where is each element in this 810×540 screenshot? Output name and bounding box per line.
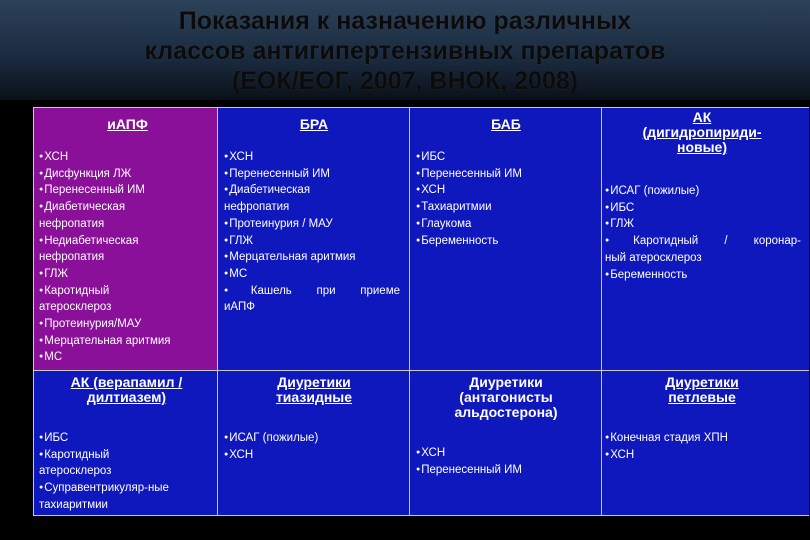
list-ak-dhp (605, 183, 801, 283)
header-line: тиазидные (275, 389, 353, 405)
list-iapf (39, 149, 215, 366)
list-item: ● Кашель при приеме (224, 283, 400, 300)
list-item: ● ГЛЖ (224, 233, 400, 250)
header-line: (антагонисты (459, 389, 553, 405)
header-ak-dhp (602, 110, 802, 155)
list-item-continuation: ный атеросклероз (605, 251, 702, 264)
list-item: ● ГЛЖ (605, 216, 801, 233)
header-line: дилтиазем) (86, 389, 167, 405)
list-aldosterone (416, 445, 594, 478)
cell-bab (410, 107, 602, 371)
list-item-continuation: нефропатия (224, 201, 290, 214)
header-thiazide (218, 375, 410, 405)
header-line: АК (692, 109, 712, 125)
list-item: ● Беременность (416, 233, 594, 250)
header-line: петлевые (668, 389, 736, 405)
list-item: ● ХСН (605, 447, 801, 464)
header-line: альдостерона) (454, 404, 558, 420)
cell-bra (218, 107, 410, 371)
list-item: ● ИБС (39, 430, 215, 447)
header-bra: БРА (299, 116, 329, 132)
list-item: ● МС (39, 349, 215, 366)
cell-aldosterone (410, 371, 602, 516)
list-item: ● ХСН (224, 149, 400, 166)
list-item-continuation: иАПФ (224, 301, 255, 314)
list-item: ● ГЛЖ (39, 266, 215, 283)
list-item: ● Беременность (605, 267, 801, 284)
list-bra (224, 149, 400, 316)
cell-loop (602, 371, 809, 516)
header-line: новые) (676, 139, 728, 155)
list-item: ● МС (224, 266, 400, 283)
cell-iapf (33, 107, 218, 371)
list-item: ● Каротидный / коронар- (605, 233, 801, 250)
list-item: ● Мерцательная аритмия (39, 333, 215, 350)
header-loop (602, 375, 802, 405)
list-item: ● Диабетическая (224, 182, 400, 199)
indications-table (33, 107, 809, 516)
list-item: ● ИБС (416, 149, 594, 166)
list-item: ● Протеинурия/МАУ (39, 316, 215, 333)
header-iapf: иАПФ (107, 116, 148, 132)
list-item: ● Конечная стадия ХПН (605, 430, 801, 447)
list-item: ● ИБС (605, 200, 801, 217)
list-bab (416, 149, 594, 249)
list-ak-verapamil (39, 430, 215, 514)
list-thiazide (224, 430, 400, 463)
list-item-continuation: нефропатия (39, 217, 105, 230)
list-item: ● Перенесенный ИМ (224, 166, 400, 183)
list-item: ● ХСН (224, 447, 400, 464)
list-item: ● Суправентрикуляр-ные (39, 480, 215, 497)
list-item: ● Перенесенный ИМ (39, 182, 215, 199)
list-item: ● Диабетическая (39, 199, 215, 216)
header-ak-verapamil (34, 375, 218, 405)
header-aldosterone (410, 375, 602, 420)
list-item: ● ИСАГ (пожилые) (224, 430, 400, 447)
header-line: Диуретики (277, 374, 351, 390)
list-item: ● Тахиаритмии (416, 199, 594, 216)
header-line: АК (верапамил / (70, 374, 183, 390)
list-item: ● Глаукома (416, 216, 594, 233)
header-bab: БАБ (491, 116, 521, 132)
list-item-continuation: тахиаритмии (39, 498, 108, 511)
title-line-2: классов антигипертензивных препаратов (144, 37, 666, 65)
list-item-continuation: атеросклероз (39, 301, 112, 314)
slide-title (0, 6, 810, 96)
cell-ak-verapamil (33, 371, 218, 516)
list-item: ● Перенесенный ИМ (416, 166, 594, 183)
cell-thiazide (218, 371, 410, 516)
list-loop (605, 430, 801, 463)
title-line-3: (ЕОК/ЕОГ, 2007, ВНОК, 2008) (231, 67, 579, 95)
list-item-continuation: нефропатия (39, 251, 105, 264)
header-line: Диуретики (665, 374, 739, 390)
header-line: Диуретики (469, 374, 543, 390)
list-item: ● Протеинурия / МАУ (224, 216, 400, 233)
header-line: (дигидропириди- (642, 124, 762, 140)
list-item: ● ХСН (416, 182, 594, 199)
list-item: ● ХСН (39, 149, 215, 166)
list-item-continuation: атеросклероз (39, 465, 112, 478)
list-item: ● Перенесенный ИМ (416, 462, 594, 479)
list-item: ● ХСН (416, 445, 594, 462)
list-item: ● Дисфункция ЛЖ (39, 166, 215, 183)
list-item: ● Каротидный (39, 447, 215, 464)
list-item: ● Недиабетическая (39, 233, 215, 250)
list-item: ● Каротидный (39, 283, 215, 300)
cell-ak-dhp (602, 107, 809, 371)
list-item: ● ИСАГ (пожилые) (605, 183, 801, 200)
title-line-1: Показания к назначению различных (178, 7, 632, 35)
list-item: ● Мерцательная аритмия (224, 249, 400, 266)
